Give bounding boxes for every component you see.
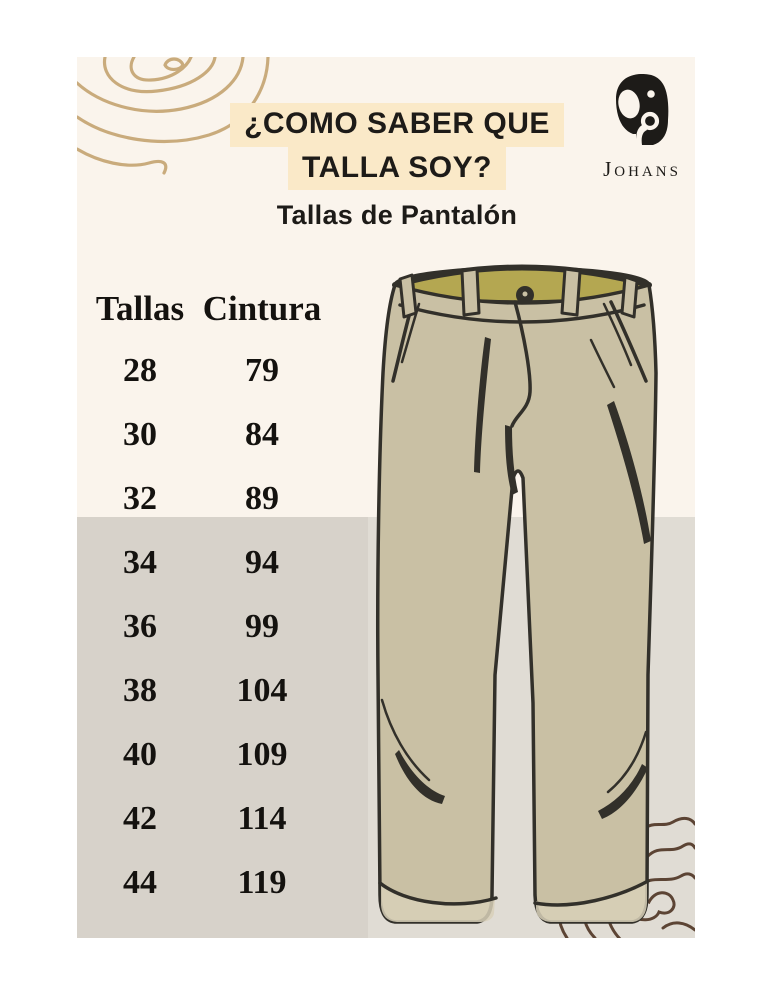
title-block	[187, 103, 607, 231]
brand-logo	[599, 73, 685, 182]
table-row	[83, 659, 343, 723]
cintura-cell: 94	[245, 544, 279, 581]
talla-cell: 28	[123, 352, 157, 389]
table-row	[83, 851, 343, 915]
cintura-cell: 109	[236, 736, 288, 773]
elephant-logo-icon	[613, 73, 671, 147]
cintura-cell: 79	[245, 352, 279, 389]
pants-body	[378, 285, 656, 922]
table-row	[83, 467, 343, 531]
cintura-cell: 104	[236, 672, 288, 709]
pants-illustration	[355, 245, 695, 938]
table-row	[83, 723, 343, 787]
table-row	[83, 595, 343, 659]
column-header-cintura: Cintura	[202, 289, 322, 328]
brand-name: Johans	[603, 157, 681, 181]
talla-cell: 34	[123, 544, 157, 581]
belt-loop	[400, 275, 416, 317]
belt-loop	[562, 269, 580, 315]
size-table	[83, 283, 343, 915]
table-row	[83, 531, 343, 595]
table-row	[83, 339, 343, 403]
talla-cell: 36	[123, 608, 157, 645]
talla-cell: 30	[123, 416, 157, 453]
belt-loop	[622, 277, 637, 317]
poster-subtitle: Tallas de Pantalón	[276, 200, 518, 230]
cintura-cell: 99	[245, 608, 279, 645]
column-header-tallas: Tallas	[95, 289, 185, 328]
cintura-cell: 89	[245, 480, 279, 517]
talla-cell: 38	[123, 672, 157, 709]
poster-panel	[77, 57, 695, 938]
size-table-header	[83, 283, 343, 339]
talla-cell: 44	[123, 864, 157, 901]
cintura-cell: 119	[237, 864, 287, 901]
table-row	[83, 787, 343, 851]
cintura-cell: 84	[245, 416, 279, 453]
talla-cell: 42	[123, 800, 157, 837]
cintura-cell: 114	[237, 800, 287, 837]
poster-title-line-2: TALLA SOY?	[288, 147, 506, 191]
talla-cell: 32	[123, 480, 157, 517]
talla-cell: 40	[123, 736, 157, 773]
table-row	[83, 403, 343, 467]
poster-title-line-1: ¿COMO SABER QUE	[230, 103, 564, 147]
belt-loop	[462, 269, 479, 315]
